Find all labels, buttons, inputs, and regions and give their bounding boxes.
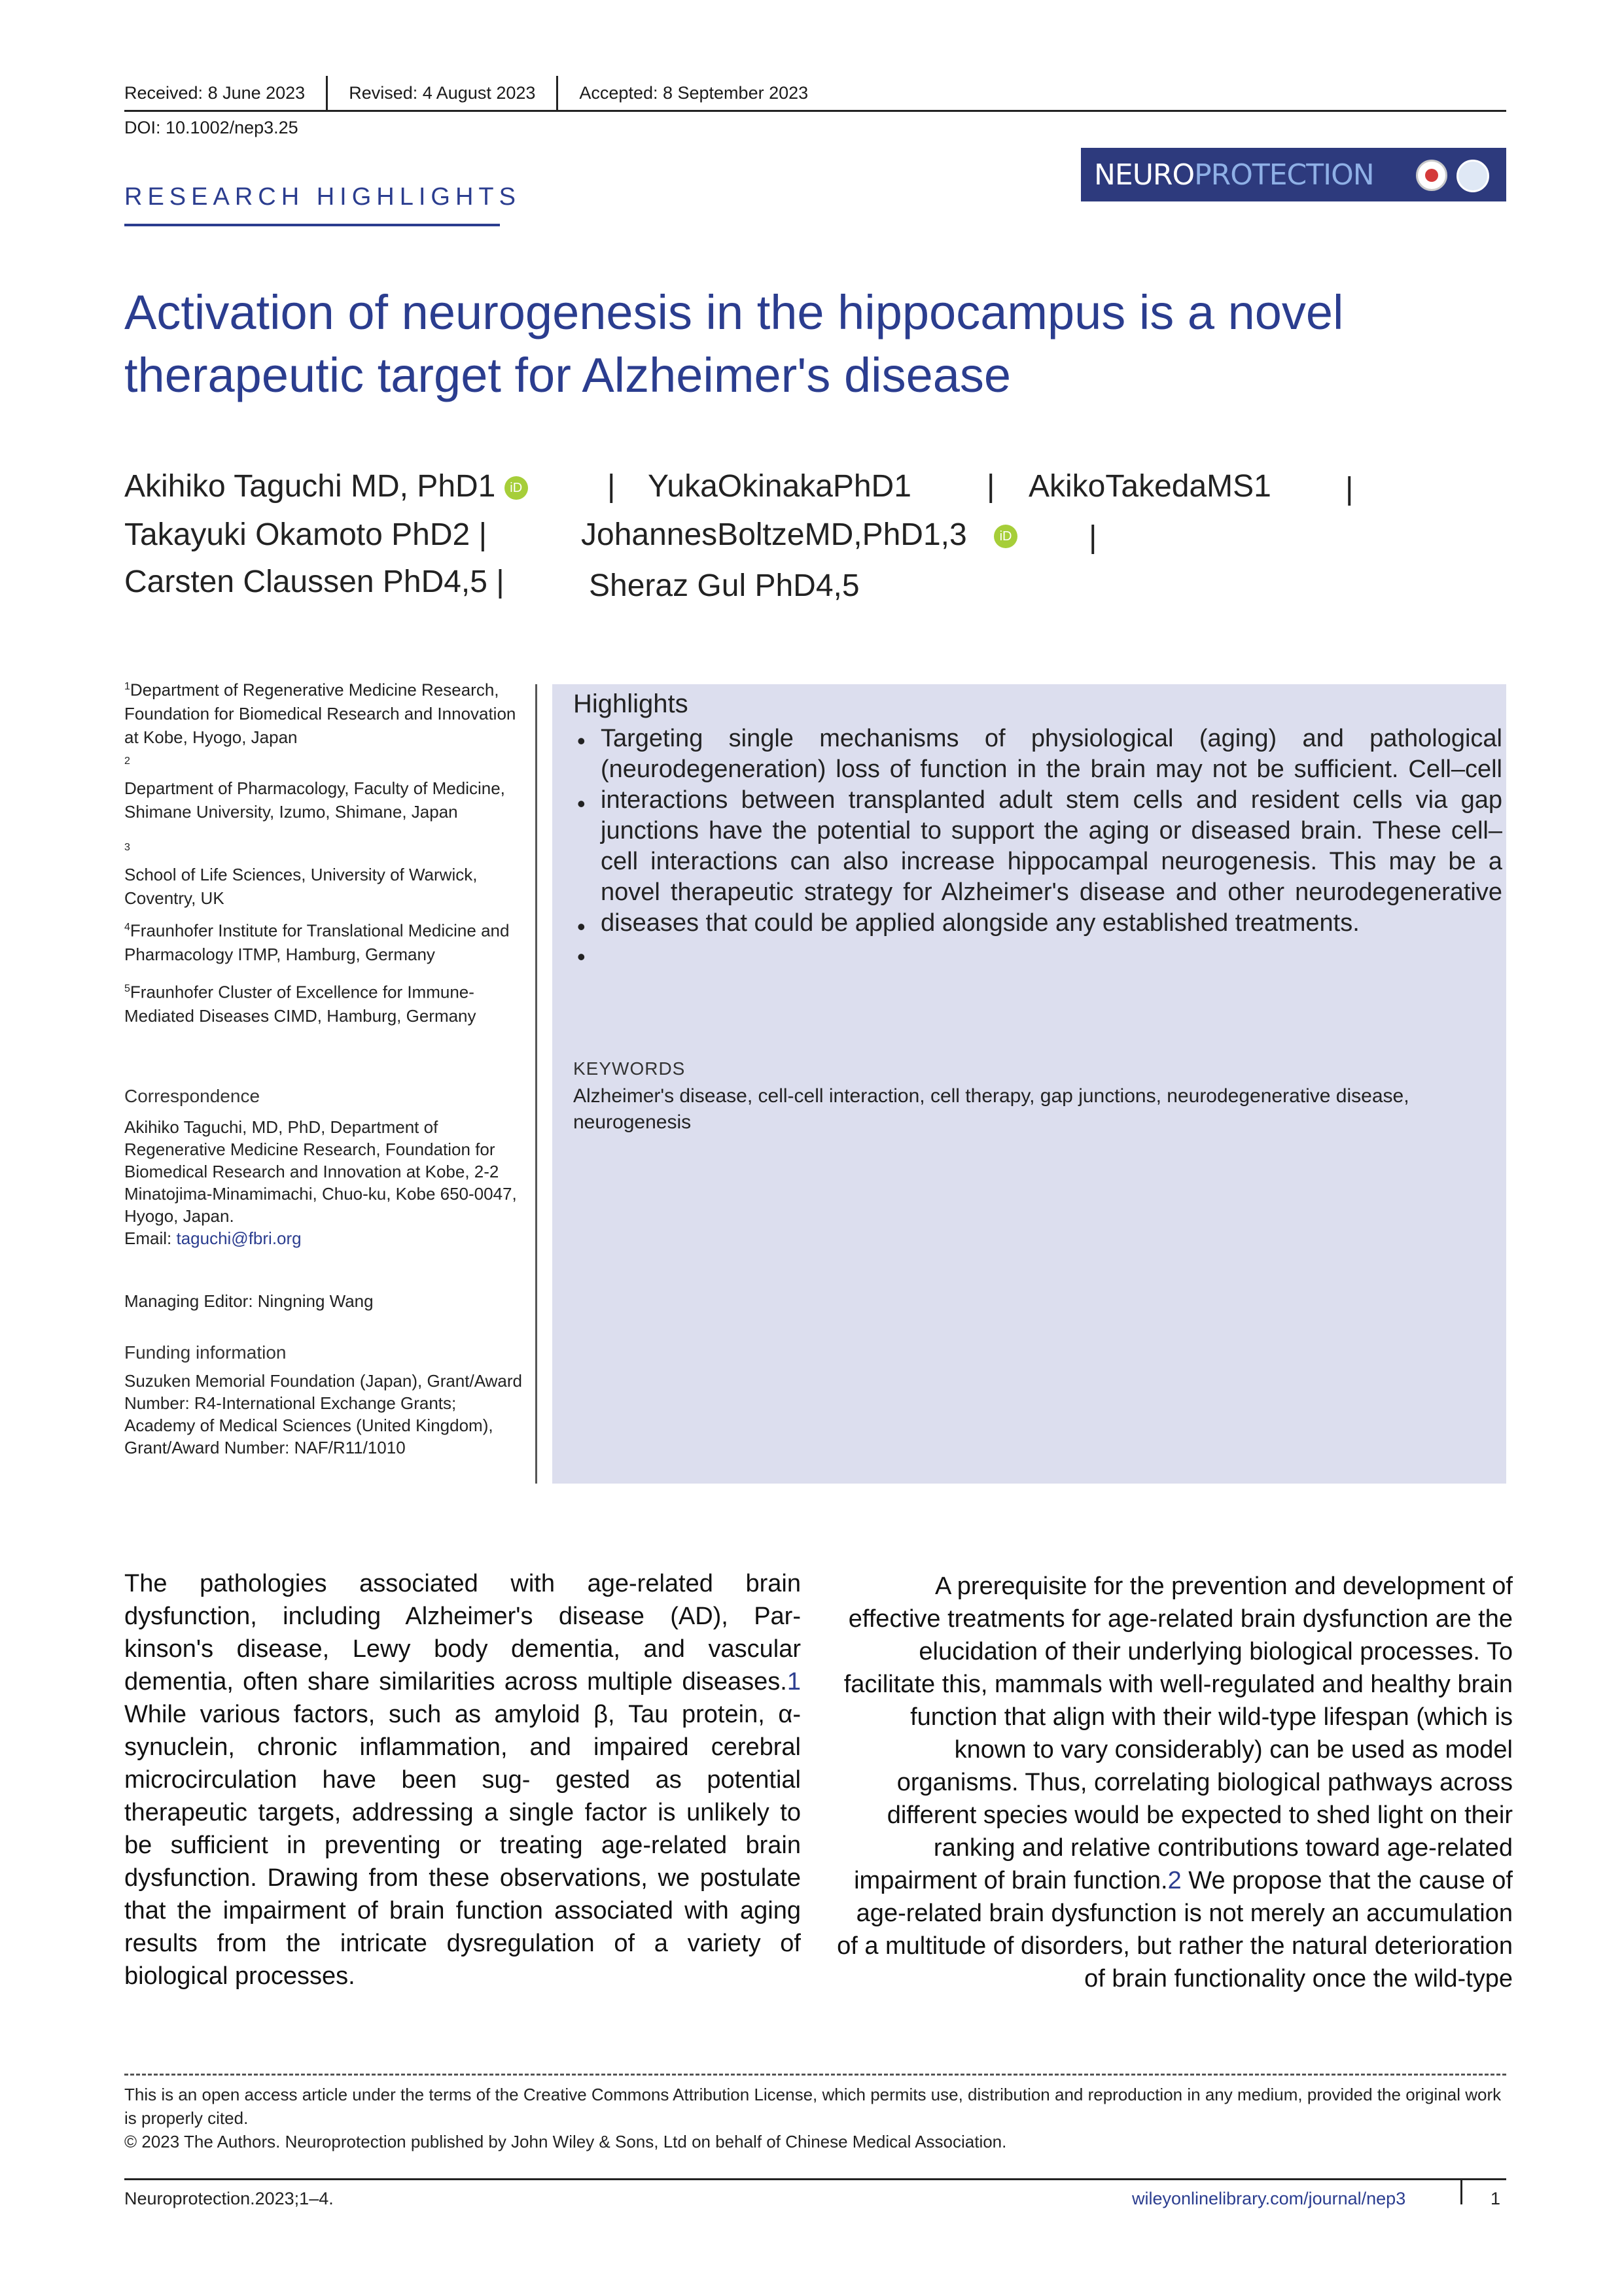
highlights-text: Targeting single mechanisms of physiological (aging) and pathological (neurodegeneration) loss of function in the brain may not be sufficient. Cell–cell interactions between transplanted adult stem cells and resident cells via gap junctions have the potential to support the aging or diseased brain. These cell–cell interactions can also increase hippocampal neurogenesis. This may be a novel therapeutic strategy for Alzheimer's disease and other neurodegenerative diseases that could be applied alongside any established treatments.: [601, 725, 1502, 937]
reference-link[interactable]: 1: [786, 1668, 801, 1696]
affiliation-5: $^5$Fraunhofer Cluster of Excellence for Immune-Mediated Diseases CIMD, Hamburg, Germany: [124, 982, 476, 1026]
author-claussen: Carsten Claussen PhD4,5 |: [124, 565, 504, 599]
section-rule: [124, 224, 500, 226]
author-boltze: [581, 517, 1017, 553]
correspondence-text: Akihiko Taguchi, MD, PhD, Department of Regenerative Medicine Research, Foundation for Biomedical Research and Innovation at Kobe, 2-2 Minatojima-Minamimachi, Chuo-ku, Kobe 650-0047, Hyogo, Japan. Email: taguchi@fbri.org: [124, 1117, 517, 1248]
author-separator: |: [607, 469, 616, 504]
article-dates: [124, 76, 1506, 112]
affiliation-4: $^4$Fraunhofer Institute for Translational Medicine and Pharmacology ITMP, Hamburg, Germany: [124, 920, 510, 964]
journal-logo: [1081, 148, 1506, 201]
page-number: 1: [1491, 2189, 1501, 2208]
author-name: JohannesBoltzeMD,PhD1,3: [581, 517, 967, 552]
keywords-text: Alzheimer's disease, cell-cell interaction, cell therapy, gap junctions, neurodegenerative disease, neurogenesis: [573, 1085, 1409, 1133]
revised-date: Revised: 4 August 2023: [349, 82, 536, 103]
body-column-right: A prerequisite for the prevention and development of effective treatments for age-related brain dysfunction are the elucidation of their underlying biological processes. To facilitate this, mammals with well-regulated and healthy brain function that align with their wild-type lifespan (which is known to vary considerably) can be used as model organisms. Thus, correlating biological pathways across different species would be expected to shed light on their ranking and relative contributions toward age-related impairment of brain function.2 We propose that the cause of age-related brain dysfunction is not merely an accumulation of a multitude of disorders, but rather the natural deterioration of brain functionality once the wild-type: [837, 1573, 1513, 1992]
highlights-heading: Highlights: [573, 689, 688, 718]
author-okamoto: Takayuki Okamoto PhD2 |: [124, 517, 487, 552]
affiliation-3: $^3$ School of Life Sciences, University of Warwick, Coventry, UK: [124, 842, 478, 908]
bullet-icon: •: [577, 727, 586, 754]
section-label: RESEARCH HIGHLIGHTS: [124, 183, 521, 211]
sidebar-divider: [535, 684, 537, 1484]
reference-link[interactable]: 2: [1167, 1867, 1182, 1894]
body-column-left: The pathologies associated with age-related brain dysfunction, including Alzheimer's disease (AD), Par- kinson's disease, Lewy body dementia, and vascular dementia, often share similarities across multiple diseases.1 While various factors, such as amyloid β, Tau protein, α-synuclein, chronic inflammation, and impaired cerebral microcirculation have been sug- gested as potential therapeutic targets, addressing a single factor is unlikely to be sufficient in preventing or treating age-related brain dysfunction. Drawing from these observations, we postulate that the impairment of brain function associated with aging results from the intricate dysregulation of a variety of biological processes.: [124, 1570, 801, 1990]
author-gul: Sheraz Gul PhD4,5: [589, 568, 860, 603]
footer-dashed-rule: [124, 2074, 1506, 2076]
journal-citation: Neuroprotection.2023;1–4.: [124, 2189, 334, 2208]
author-taguchi: [124, 468, 528, 504]
orcid-icon[interactable]: iD: [504, 476, 528, 500]
society-seal-icon: [1416, 160, 1447, 191]
received-date: Received: 8 June 2023: [124, 82, 306, 103]
license-notice: [124, 2083, 1506, 2153]
date-divider: [556, 76, 558, 110]
doi[interactable]: DOI: 10.1002/nep3.25: [124, 118, 298, 137]
date-divider: [326, 76, 328, 110]
bullet-icon: •: [577, 790, 586, 817]
bottom-rule: [124, 2178, 1506, 2180]
author-name: Akihiko Taguchi MD, PhD1: [124, 469, 496, 504]
funding-text: Suzuken Memorial Foundation (Japan), Grant/Award Number: R4-International Exchange Grants; Academy of Medical Sciences (United Kingdom), Grant/Award Number: NAF/R11/1010: [124, 1371, 522, 1457]
affiliation-1: $^1$Department of Regenerative Medicine Research, Foundation for Biomedical Research and Innovation at Kobe, Hyogo, Japan: [124, 680, 516, 747]
managing-editor: Managing Editor: Ningning Wang: [124, 1291, 374, 1311]
bullet-icon: •: [577, 943, 586, 970]
journal-logo-text-2: PROTECTION: [1194, 158, 1374, 192]
footer-divider: [1460, 2178, 1462, 2204]
affiliation-2: $^2$ Department of Pharmacology, Faculty of Medicine, Shimane University, Izumo, Shimane, Japan: [124, 756, 505, 822]
correspondence-email-link[interactable]: taguchi@fbri.org: [176, 1228, 302, 1248]
license-text: This is an open access article under the terms of the Creative Commons Attribution License, which permits use, distribution and reproduction in any medium, provided the original work is properly cited.: [124, 2085, 1502, 2128]
publisher-emblem-icon: [1456, 160, 1489, 192]
orcid-icon[interactable]: iD: [994, 525, 1017, 548]
author-takeda: AkikoTakedaMS1: [1029, 469, 1271, 504]
author-separator: |: [1089, 520, 1097, 555]
article-title: Activation of neurogenesis in the hippocampus is a novel therapeutic target for Alzheimer's disease: [124, 285, 1344, 402]
copyright-text: © 2023 The Authors. Neuroprotection published by John Wiley & Sons, Ltd on behalf of Chinese Medical Association.: [124, 2132, 1007, 2151]
journal-logo-text-1: NEURO: [1094, 158, 1195, 192]
author-okinaka: YukaOkinakaPhD1: [648, 469, 911, 504]
journal-url-link[interactable]: wileyonlinelibrary.com/journal/nep3: [1132, 2189, 1406, 2208]
accepted-date: Accepted: 8 September 2023: [579, 82, 809, 103]
author-separator: |: [987, 469, 995, 504]
author-separator: |: [1345, 472, 1354, 506]
bullet-icon: •: [577, 913, 586, 940]
correspondence-heading: Correspondence: [124, 1086, 260, 1106]
funding-heading: Funding information: [124, 1342, 287, 1363]
keywords-heading: KEYWORDS: [573, 1058, 686, 1079]
